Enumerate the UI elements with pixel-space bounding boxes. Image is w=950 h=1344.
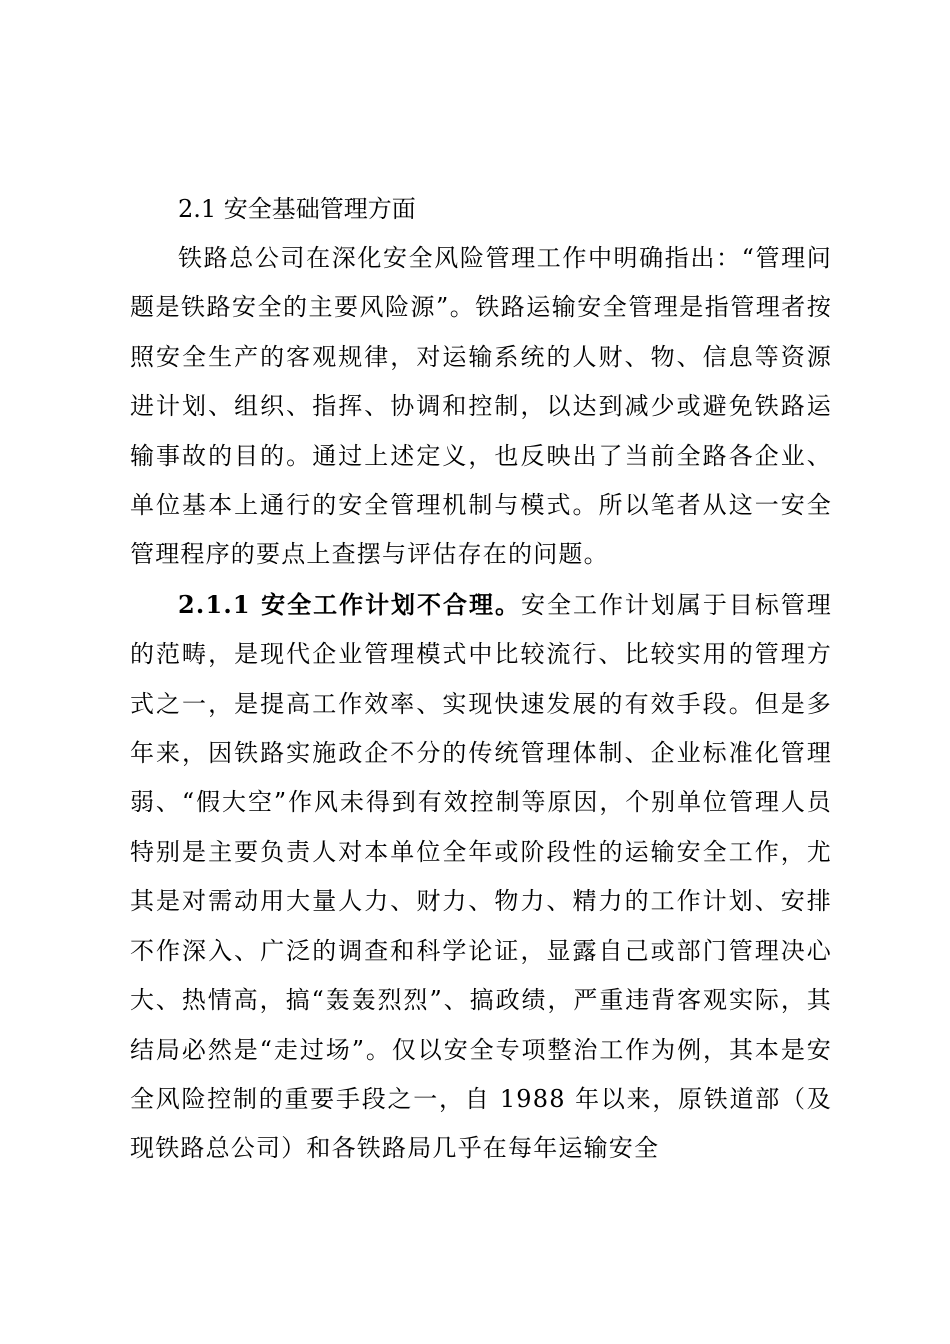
paragraph-subsection: [130, 580, 832, 1174]
document-page: [130, 184, 832, 1174]
paragraph-intro: 铁路总公司在深化安全风险管理工作中明确指出：“管理问题是铁路安全的主要风险源”。铁路运输安全管理是指管理者按照安全生产的客观规律，对运输系统的人财、物、信息等资源进计划、组织、指挥、协调和控制，以达到减少或避免铁路运输事故的目的。通过上述定义，也反映出了当前全路各企业、单位基本上通行的安全管理机制与模式。所以笔者从这一安全管理程序的要点上查摆与评估存在的问题。: [130, 244, 832, 569]
section-heading: 2.1 安全基础管理方面: [178, 195, 416, 223]
subsection-body: 安全工作计划属于目标管理的范畴，是现代企业管理模式中比较流行、比较实用的管理方式之一，是提高工作效率、实现快速发展的有效手段。但是多年来，因铁路实施政企不分的传统管理体制、企业标准化管理弱、“假大空”作风未得到有效控制等原因，个别单位管理人员特别是主要负责人对本单位全年或阶段性的运输安全工作，尤其是对需动用大量人力、财力、物力、精力的工作计划、安排不作深入、广泛的调查和科学论证，显露自己或部门管理决心大、热情高，搞“轰轰烈烈”、搞政绩，严重违背客观实际，其结局必然是“走过场”。仅以安全专项整治工作为例，其本是安全风险控制的重要手段之一，自 1988 年以来，原铁道部（及现铁路总公司）和各铁路局几乎在每年运输安全: [130, 590, 832, 1163]
subsection-heading: 2.1.1 安全工作计划不合理。: [178, 589, 521, 619]
